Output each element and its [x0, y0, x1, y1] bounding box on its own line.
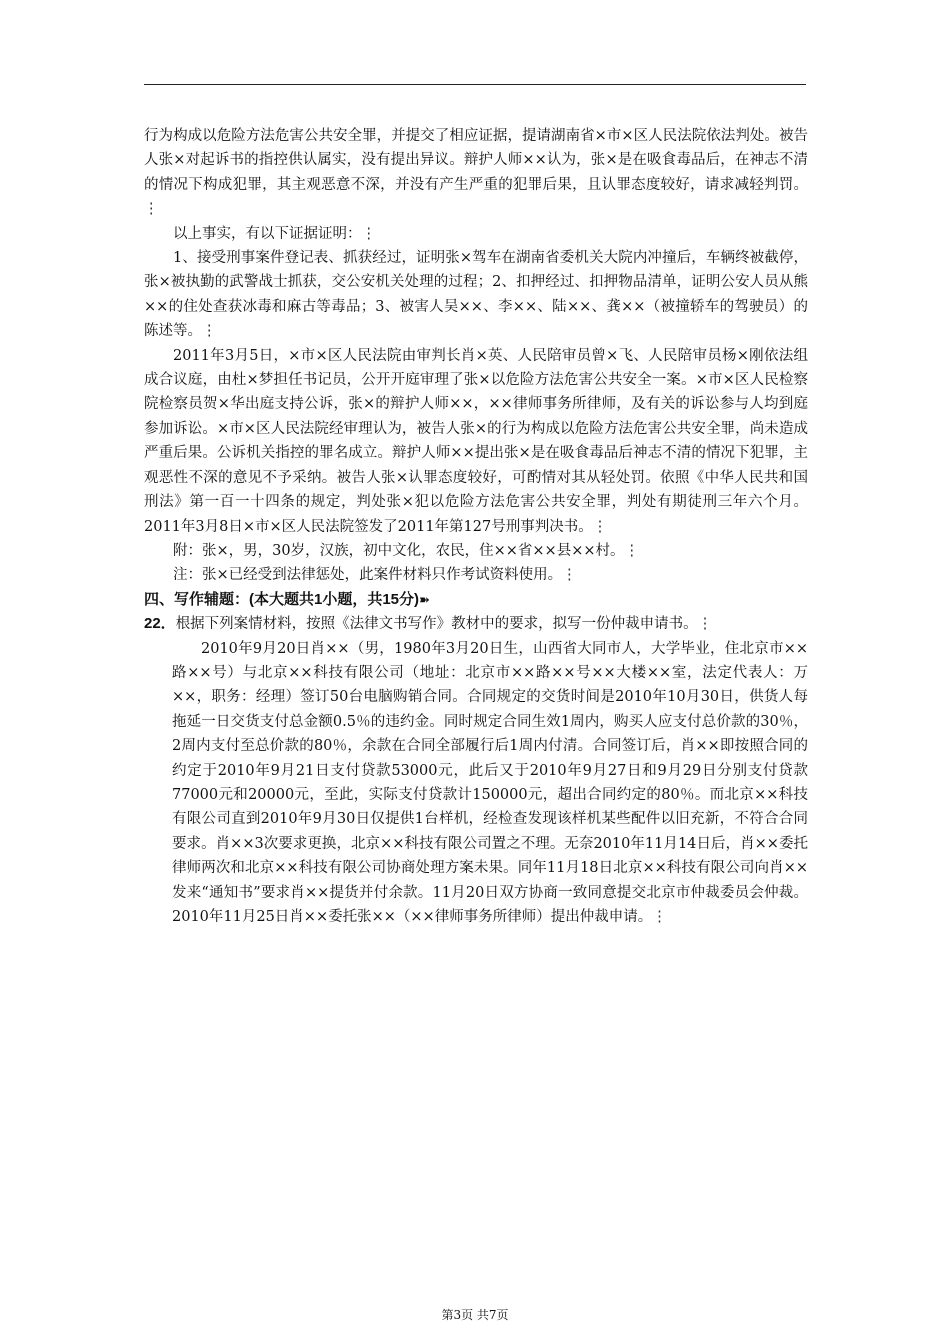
- paragraph-trial: 2011年3月5日，×市×区人民法院由审判长肖×英、人民陪审员曾×飞、人民陪审员杨×刚依法组成合议庭，由杜×梦担任书记员，公开开庭审理了张×以危险方法危害公共安全一案。×市×区人民检察院检察员贺×华出庭支持公诉，张×的辩护人师××，××律师事务所律师，及有关的诉讼参与人均到庭参加诉讼。×市×区人民法院经审理认为，被告人张×的行为构成以危险方法危害公共安全罪，尚未造成严重后果。公诉机关指控的罪名成立。辩护人师××提出张×是在吸食毒品后神志不清的情况下犯罪，主观恶性不深的意见不予采纳。被告人张×认罪态度较好，可酌情对其从轻处罚。依照《中华人民共和国刑法》第一百一十四条的规定，判处张×犯以危险方法危害公共安全罪，判处有期徒刑三年六个月。2011年3月8日×市×区人民法院签发了2011年第127号刑事判决书。⋮: [144, 347, 809, 535]
- paragraph-mark: ⋮: [624, 542, 639, 559]
- paragraph-mark: ⋮: [562, 567, 577, 584]
- paragraph-mark: ⋮: [652, 909, 667, 925]
- paragraph-appendix: 附：张×，男，30岁，汉族，初中文化，农民，住××省××县××村。⋮: [173, 542, 639, 559]
- paragraph-mark: ⋮: [361, 225, 376, 242]
- question-text: 根据下列案情材料，按照《法律文书写作》教材中的要求，拟写一份仲裁申请书。: [175, 616, 698, 633]
- question-22: [144, 612, 808, 636]
- paragraph-evidence-intro: 以上事实，有以下证据证明：⋮: [173, 225, 376, 242]
- paragraph-note: 注：张×已经受到法律惩处，此案件材料只作考试资料使用。⋮: [173, 567, 577, 584]
- paragraph-mark: ⋮: [697, 616, 713, 633]
- page-footer: 第3页 共7页: [441, 1308, 509, 1322]
- paragraph-evidence-list: 1、接受刑事案件登记表、抓获经过，证明张×驾车在湖南省委机关大院内冲撞后，车辆终被截停，张×被执勤的武警战士抓获，交公安机关处理的过程；2、扣押经过、扣押物品清单，证明公安人员从熊××的住处查获冰毒和麻古等毒品；3、被害人吴××、李××、陆××、龚××（被撞轿车的驾驶员）的陈述等。⋮: [144, 250, 808, 340]
- header-rule: [144, 84, 806, 85]
- pointing-hand-icon: ➽: [419, 591, 430, 607]
- paragraph-defense-opinion: 行为构成以危险方法危害公共安全罪，并提交了相应证据，提请湖南省×市×区人民法院依法判处。被告人张×对起诉书的指控供认属实，没有提出异议。辩护人师××认为，张×是在吸食毒品后，在神志不清的情况下构成犯罪，其主观恶意不深，并没有产生严重的犯罪后果，且认罪态度较好，请求减轻判罚。⋮: [144, 128, 808, 218]
- paragraph-case-material: 2010年9月20日肖××（男，1980年3月20日生，山西省大同市人，大学毕业，住北京市××路××号）与北京××科技有限公司（地址：北京市××路××号××大楼××室，法定代表人：万××，职务：经理）签订50台电脑购销合同。合同规定的交货时间是2010年10月30日，供货人每拖延一日交货支付总金额0.5％的违约金。同时规定合同生效1周内，购买人应支付总价款的30％，2周内支付至总价款的80％，余款在合同全部履行后1周内付清。合同签订后，肖××即按照合同的约定于2010年9月21日支付贷款53000元，此后又于2010年9月27日和9月29日分别支付贷款77000元和20000元，至此，实际支付贷款计150000元，超出合同约定的80％。而北京××科技有限公司直到2010年9月30日仅提供1台样机，经检查发现该样机某些配件以旧充新，不符合合同要求。肖××3次要求更换，北京××科技有限公司置之不理。无奈2010年11月14日后，肖××委托律师两次和北京××科技有限公司协商处理方案未果。同年11月18日北京××科技有限公司向肖××发来“通知书”要求肖××提货并付余款。11月20日双方协商一致同意提交北京市仲裁委员会仲裁。2010年11月25日肖××委托张××（××律师事务所律师）提出仲裁申请。⋮: [172, 640, 808, 925]
- paragraph-mark: ⋮: [144, 201, 159, 218]
- section-heading: 四、写作辅题：(本大题共1小题，共15分)➽: [144, 590, 430, 608]
- paragraph-mark: ⋮: [202, 323, 217, 340]
- paragraph-mark: ⋮: [592, 518, 608, 535]
- question-number: 22．: [144, 615, 176, 633]
- document-body: [144, 124, 808, 929]
